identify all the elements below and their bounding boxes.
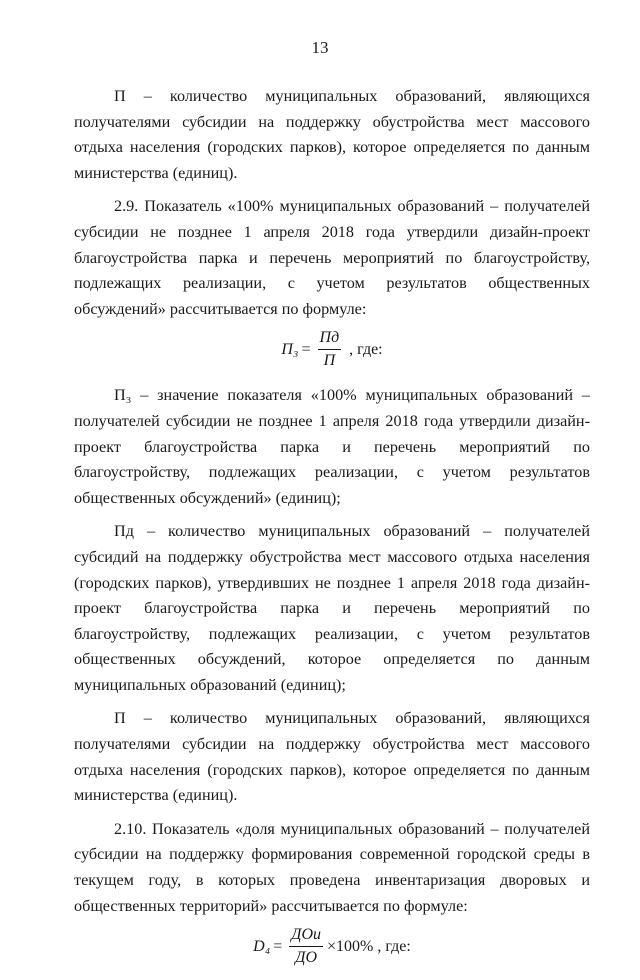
paragraph-pd-definition: Пд – количество муниципальных образований – получателей субсидий на поддержку обустройства мест массового отдыха населения (городских парков), утвердивших не позднее 1 апреля 2018 года дизайн-проект благоустройства парка и перечень мероприятий по благоустройству, подлежащих реализации, с учетом результатов общественных обсуждений, которое определяется по данным муниципальных образований (единиц); <box>74 522 590 694</box>
formula-tail: , где: <box>377 937 411 955</box>
formula-tail: , где: <box>349 341 383 359</box>
paragraph-p3-definition: П₃ – значение показателя «100% муниципальных образований – получателей субсидии не позднее 1 апреля 2018 года утвердили дизайн-проект благоустройства парка и перечень мероприятий по благоустройству, подлежащих реализации, с учетом результатов общественных обсуждений» (единиц); <box>74 386 590 507</box>
paragraph-p-definition: П – количество муниципальных образований, являющихся получателями субсидии на поддержку обустройства мест массового отдыха населения (городских парков), которое определяется по данным министерства (единиц). <box>74 87 590 182</box>
page-number: 13 <box>311 38 329 57</box>
formula-equals: = <box>273 937 283 955</box>
formula-numerator: Пд <box>318 328 342 350</box>
formula-lhs: П₃ <box>281 341 299 359</box>
formula-denominator: П <box>323 352 336 370</box>
paragraph-2-10: 2.10. Показатель «доля муниципальных образований – получателей субсидии на поддержку формирования современной городской среды в текущем году, в которых проведена инвентаризация дворовых и общественных территорий» рассчитывается по формуле: <box>74 819 590 915</box>
formula-equals: = <box>301 341 311 359</box>
formula-numerator: ДОи <box>289 925 323 947</box>
formula-fraction <box>289 925 323 968</box>
formula-denominator: ДО <box>295 949 318 967</box>
formula-multiplier: ×100% <box>327 937 374 955</box>
document-body <box>74 84 590 980</box>
paragraph-p-definition-2: П – количество муниципальных образований, являющихся получателями субсидии на поддержку обустройства мест массового отдыха населения (городских парков), которое определяется по данным министерства (единиц). <box>74 709 590 805</box>
formula-p3 <box>74 328 590 371</box>
paragraph-2-9: 2.9. Показатель «100% муниципальных образований – получателей субсидии не позднее 1 апреля 2018 года утвердили дизайн-проект благоустройства парка и перечень мероприятий по благоустройству, подлежащих реализации, с учетом результатов общественных обсуждений» рассчитывается по формуле: <box>74 197 590 318</box>
formula-lhs: D₄ <box>253 937 271 955</box>
formula-fraction <box>318 328 342 371</box>
formula-d4 <box>74 925 590 968</box>
